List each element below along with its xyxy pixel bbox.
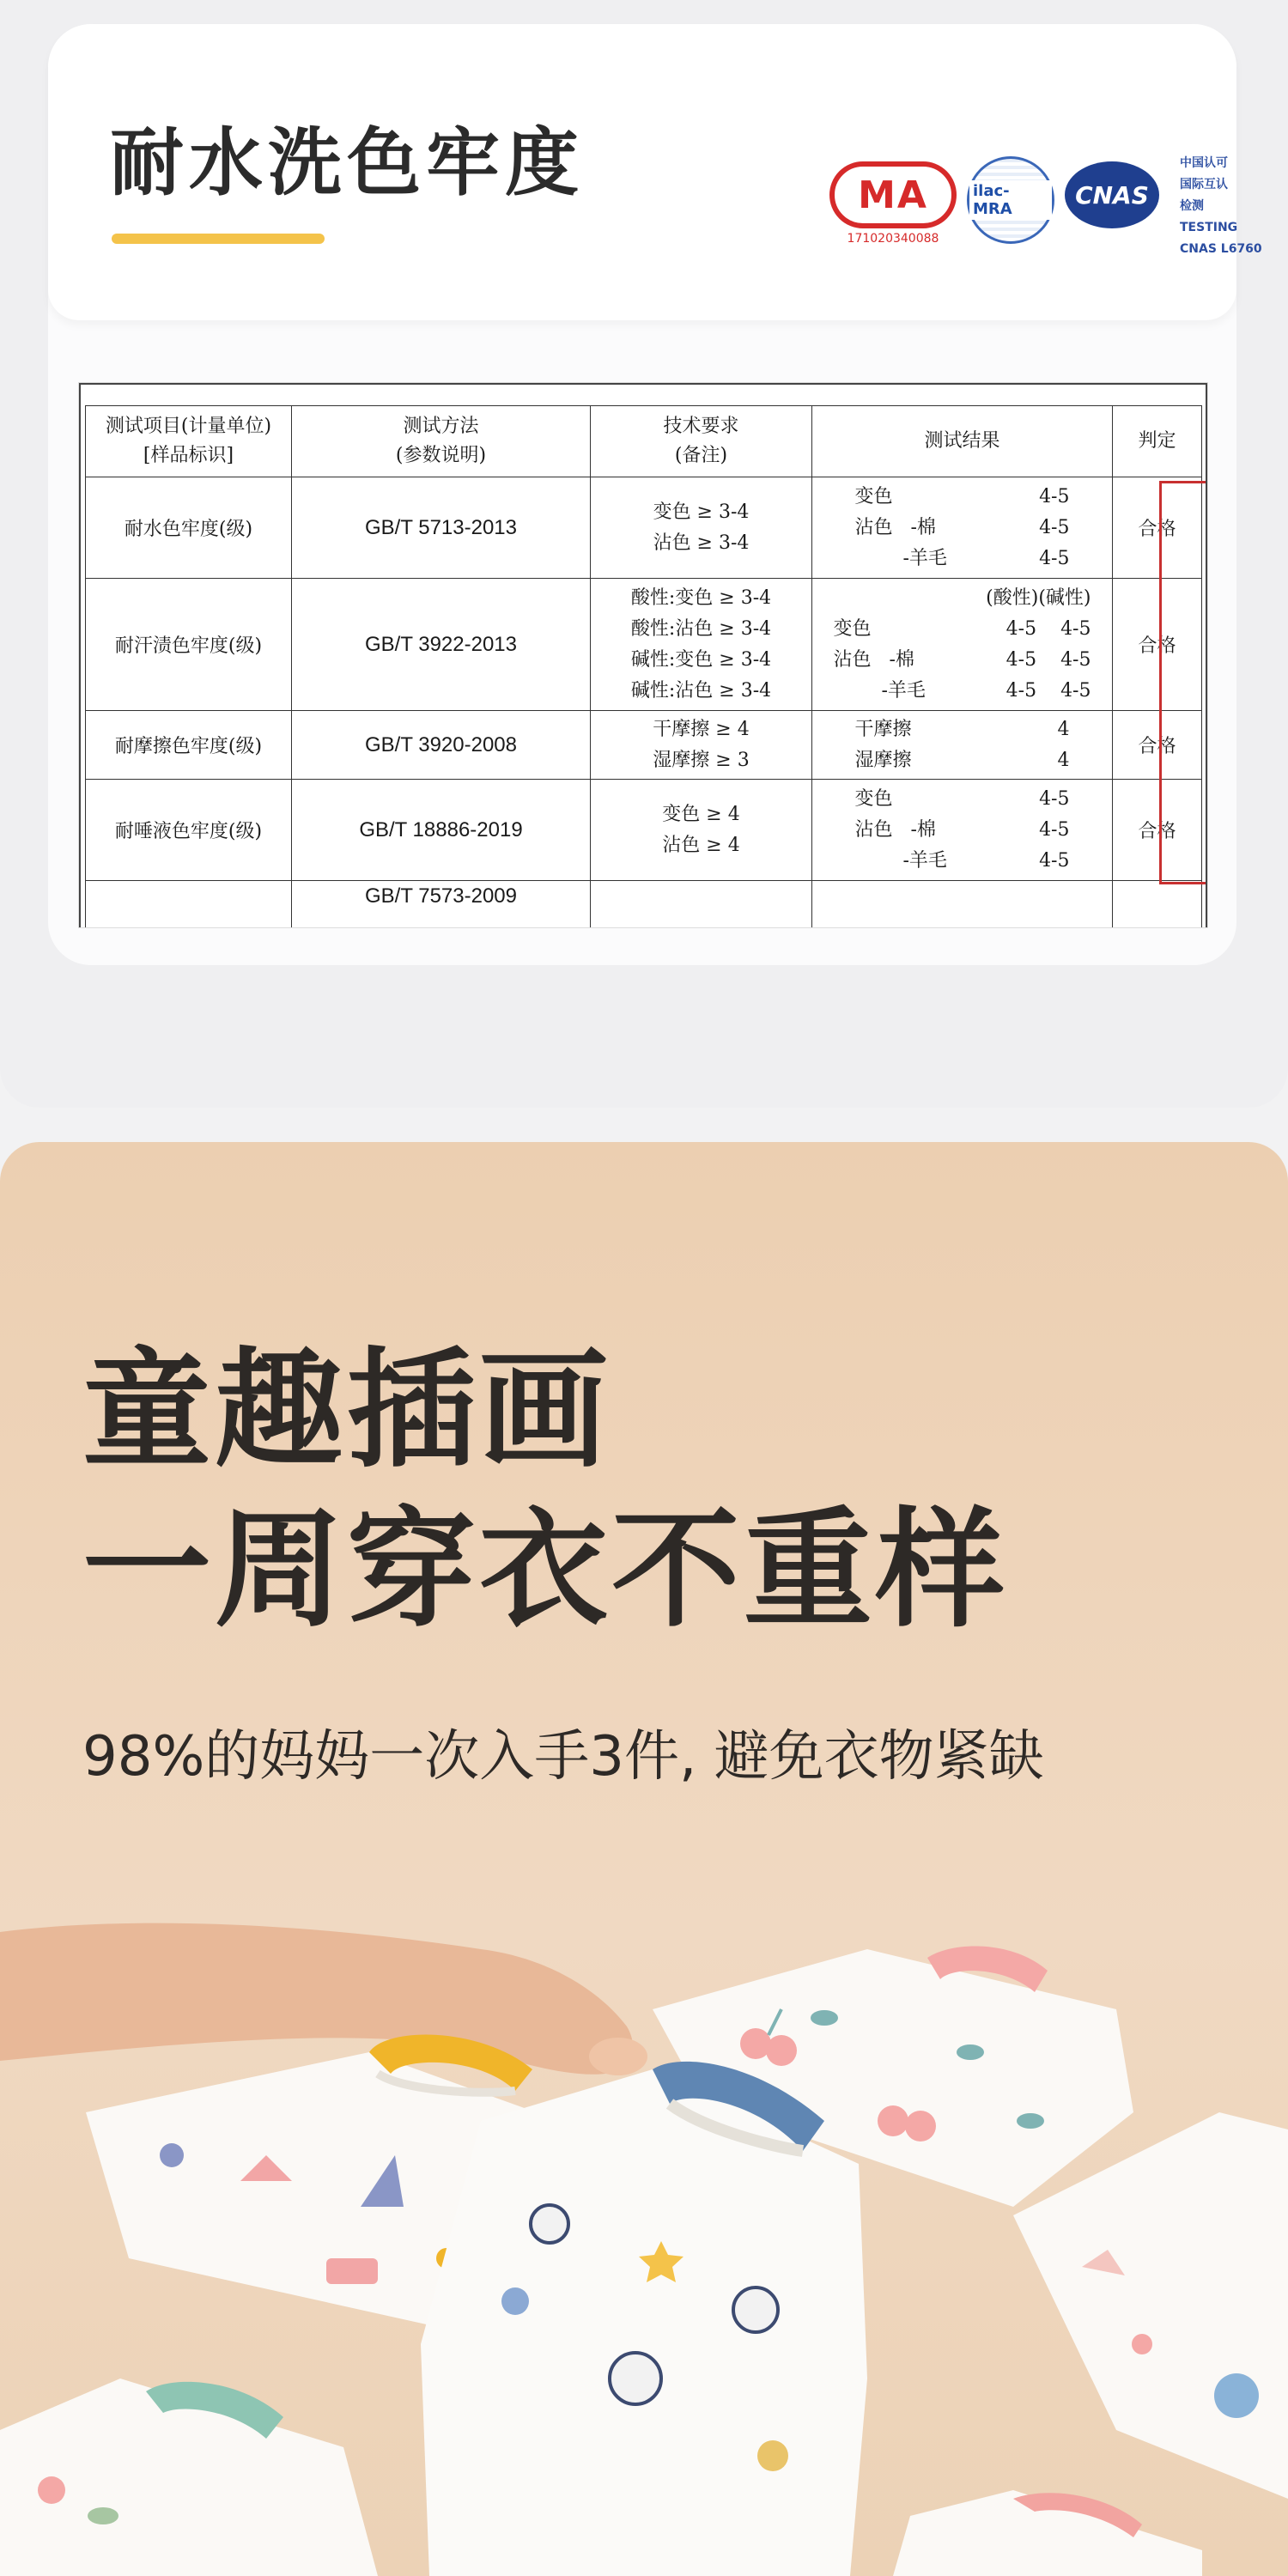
req-line: 湿摩擦 ≥ 3 [653, 749, 750, 771]
result-line [855, 784, 1070, 815]
row-item: 耐唾液色牢度(级) [86, 780, 292, 881]
result-value: 4-5 [1039, 818, 1070, 841]
req-line: 变色 ≥ 3-4 [653, 501, 750, 523]
result-label: 沾色 -棉 [854, 818, 936, 841]
result-value: 4-5 [1039, 787, 1070, 810]
header-item-line2: [样品标识] [143, 445, 234, 466]
result-subheader-text: (酸性)(碱性) [986, 586, 1091, 609]
header-requirement [591, 406, 812, 477]
results-table [85, 405, 1202, 927]
result-value: 4 [1057, 718, 1070, 740]
row-result [812, 711, 1113, 780]
header-req-line2: (备注) [674, 445, 728, 466]
cnas-logo [1065, 161, 1159, 228]
req-line: 酸性:变色 ≥ 3-4 [630, 586, 772, 609]
table-row [86, 579, 1202, 711]
promo-subtitle: 98%的妈妈一次入手3件, 避免衣物紧缺 [82, 1725, 1044, 1789]
result-label: 变色 [854, 485, 893, 507]
result-label: 湿摩擦 [854, 749, 912, 771]
cma-badge [829, 161, 957, 228]
row-requirement [591, 477, 812, 579]
row-result [812, 780, 1113, 881]
pass-highlight-box [1159, 481, 1207, 884]
cnas-text-line: TESTING [1180, 221, 1238, 234]
header-method-line2: (参数说明) [395, 445, 487, 466]
cnas-accreditation-text [1180, 153, 1262, 260]
req-line: 酸性:沾色 ≥ 3-4 [630, 617, 772, 640]
row-item [86, 881, 292, 928]
test-report-table [79, 383, 1207, 927]
result-line [855, 544, 1070, 574]
row-judge: 合格 [1113, 477, 1202, 579]
acid-value: 4-5 [1005, 679, 1037, 702]
result-label: -羊毛 [854, 547, 947, 569]
result-line [855, 714, 1070, 745]
result-label: 变色 [833, 617, 872, 640]
result-line [834, 676, 1091, 707]
ilac-mra-logo [967, 156, 1054, 244]
result-label: -羊毛 [854, 849, 947, 872]
alkali-value: 4-5 [1060, 648, 1091, 671]
req-line: 沾色 ≥ 4 [662, 834, 740, 856]
req-line: 干摩擦 ≥ 4 [653, 718, 750, 740]
hand-arm [0, 1923, 633, 2075]
row-requirement [591, 711, 812, 780]
result-subheader [834, 583, 1091, 614]
row-item: 耐摩擦色牢度(级) [86, 711, 292, 780]
row-judge: 合格 [1113, 711, 1202, 780]
ilac-label: ilac-MRA [969, 180, 1052, 220]
cnas-text-line: 检测 [1180, 199, 1204, 213]
result-label: 变色 [854, 787, 893, 810]
req-line: 碱性:变色 ≥ 3-4 [630, 648, 772, 671]
req-line: 碱性:沾色 ≥ 3-4 [630, 679, 772, 702]
cnas-text-line: 国际互认 [1180, 178, 1228, 191]
headline-line2: 一周穿衣不重样 [82, 1496, 1009, 1645]
req-line: 沾色 ≥ 3-4 [653, 532, 750, 554]
result-values [1006, 676, 1091, 707]
table-row [86, 711, 1202, 780]
cnas-text-line: 中国认可 [1180, 156, 1228, 170]
alkali-value: 4-5 [1060, 679, 1091, 702]
result-value: 4 [1057, 749, 1070, 771]
table-header-row [86, 406, 1202, 477]
result-line [834, 614, 1091, 645]
hand-fingers [589, 2038, 647, 2075]
header-method [292, 406, 591, 477]
test-report-card [48, 24, 1262, 965]
result-line [855, 815, 1070, 846]
section-title: 耐水洗色牢度 [110, 120, 584, 206]
result-label: 沾色 -棉 [854, 516, 936, 538]
row-method: GB/T 7573-2009 [292, 881, 591, 928]
row-item: 耐汗渍色牢度(级) [86, 579, 292, 711]
result-label: -羊毛 [833, 679, 926, 702]
folded-shirt-green-collar [0, 2379, 378, 2576]
table-row [86, 780, 1202, 881]
result-value: 4-5 [1039, 547, 1070, 569]
promo-headline [82, 1331, 1008, 1650]
row-judge: 合格 [1113, 579, 1202, 711]
result-label: 沾色 -棉 [833, 648, 914, 671]
result-value: 4-5 [1039, 516, 1070, 538]
row-item: 耐水色牢度(级) [86, 477, 292, 579]
card-header [48, 24, 1262, 320]
header-item [86, 406, 292, 477]
table-row [86, 477, 1202, 579]
result-line [855, 745, 1070, 776]
result-line [855, 482, 1070, 513]
alkali-value: 4-5 [1060, 617, 1091, 640]
row-result [812, 579, 1113, 711]
row-method: GB/T 5713-2013 [292, 477, 591, 579]
row-result [812, 477, 1113, 579]
row-method: GB/T 3922-2013 [292, 579, 591, 711]
result-line [834, 645, 1091, 676]
row-judge [1113, 881, 1202, 928]
acid-value: 4-5 [1005, 648, 1037, 671]
header-item-line1: 测试项目(计量单位) [105, 416, 272, 437]
header-req-line1: 技术要求 [663, 416, 739, 437]
row-method: GB/T 3920-2008 [292, 711, 591, 780]
test-report-section [0, 0, 1288, 1108]
cnas-label: CNAS [1075, 180, 1149, 210]
folded-shirt-pink-collar [893, 2490, 1202, 2576]
row-method: GB/T 18886-2019 [292, 780, 591, 881]
certification-logos [780, 127, 1262, 256]
header-result: 测试结果 [812, 406, 1113, 477]
row-judge: 合格 [1113, 780, 1202, 881]
promo-section [0, 1142, 1288, 2576]
result-line [855, 846, 1070, 877]
row-requirement [591, 780, 812, 881]
product-photo [0, 1898, 1288, 2576]
result-value: 4-5 [1039, 849, 1070, 872]
title-underline [112, 234, 325, 244]
result-line [855, 513, 1070, 544]
folded-shirt-astronaut [421, 2062, 867, 2576]
result-value: 4-5 [1039, 485, 1070, 507]
req-line: 变色 ≥ 4 [662, 803, 740, 825]
headline-line1: 童趣插画 [82, 1336, 612, 1485]
row-requirement [591, 881, 812, 928]
header-method-line1: 测试方法 [403, 416, 479, 437]
acid-value: 4-5 [1005, 617, 1037, 640]
row-result [812, 881, 1113, 928]
cnas-text-line: CNAS L6760 [1180, 242, 1262, 256]
table-row [86, 881, 1202, 928]
cma-label: MA [858, 173, 928, 217]
cma-number: 171020340088 [847, 232, 939, 246]
header-judge: 判定 [1113, 406, 1202, 477]
result-values [1006, 645, 1091, 676]
row-requirement [591, 579, 812, 711]
result-values [1006, 614, 1091, 645]
result-label: 干摩擦 [854, 718, 912, 740]
cma-logo [829, 161, 957, 246]
